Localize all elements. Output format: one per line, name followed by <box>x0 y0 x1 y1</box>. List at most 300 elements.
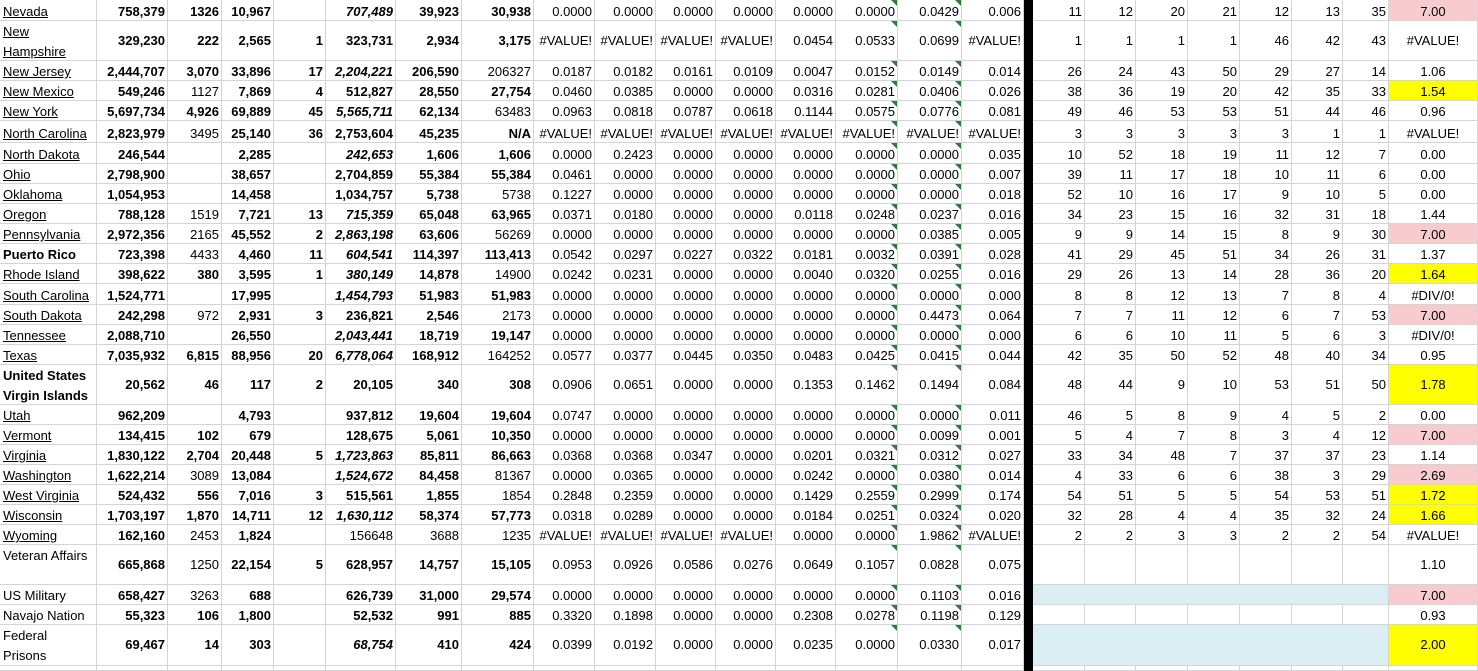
rank-cell[interactable]: 24 <box>1343 505 1389 525</box>
data-cell[interactable]: 0.1898 <box>595 605 656 625</box>
data-cell[interactable]: 0.0000 <box>776 224 836 244</box>
data-cell[interactable]: 1,824 <box>222 525 274 545</box>
data-cell[interactable]: 0.0000 <box>776 585 836 605</box>
ratio-cell[interactable]: 1.44 <box>1389 204 1478 224</box>
data-cell[interactable]: 2,934 <box>396 21 462 61</box>
data-cell[interactable]: 1,800 <box>222 605 274 625</box>
rank-cell[interactable]: 20 <box>1343 264 1389 284</box>
data-cell[interactable]: 0.020 <box>962 505 1024 525</box>
data-cell[interactable]: #VALUE! <box>595 525 656 545</box>
data-cell[interactable]: 0.0242 <box>534 264 595 284</box>
data-cell[interactable]: 0.0649 <box>776 545 836 585</box>
rank-cell[interactable] <box>1136 666 1188 671</box>
data-cell[interactable]: 3,070 <box>168 61 222 81</box>
data-cell[interactable]: 0.0000 <box>776 164 836 184</box>
rank-cell[interactable]: 49 <box>1033 101 1085 121</box>
data-cell[interactable]: 0.0000 <box>776 143 836 164</box>
ratio-cell[interactable]: 0.00 <box>1389 184 1478 204</box>
rank-cell[interactable] <box>1136 545 1188 585</box>
data-cell[interactable]: 3263 <box>168 585 222 605</box>
data-cell[interactable]: 5,697,734 <box>97 101 168 121</box>
data-cell[interactable]: 380,149 <box>326 264 396 284</box>
data-cell[interactable]: 0.1462 <box>836 365 898 405</box>
data-cell[interactable]: 0.3320 <box>534 605 595 625</box>
data-cell[interactable] <box>168 164 222 184</box>
rank-cell[interactable]: 43 <box>1136 61 1188 81</box>
data-cell[interactable]: 20 <box>274 345 326 365</box>
data-cell[interactable]: 17 <box>274 61 326 81</box>
rank-cell[interactable] <box>1292 666 1343 671</box>
rank-cell[interactable]: 29 <box>1240 61 1292 81</box>
ratio-cell[interactable]: #VALUE! <box>1389 525 1478 545</box>
data-cell[interactable]: 162,160 <box>97 525 168 545</box>
data-cell[interactable]: 1127 <box>168 81 222 101</box>
data-cell[interactable] <box>462 666 534 671</box>
rank-cell[interactable]: 26 <box>1292 244 1343 264</box>
data-cell[interactable]: 62,134 <box>396 101 462 121</box>
data-cell[interactable]: 14 <box>168 625 222 666</box>
data-cell[interactable] <box>274 425 326 445</box>
data-cell[interactable]: 0.1198 <box>898 605 962 625</box>
rank-cell[interactable] <box>1240 666 1292 671</box>
data-cell[interactable]: 665,868 <box>97 545 168 585</box>
rank-cell[interactable]: 4 <box>1343 284 1389 305</box>
data-cell[interactable]: 7,035,932 <box>97 345 168 365</box>
ratio-cell[interactable]: 1.14 <box>1389 445 1478 465</box>
rank-cell[interactable] <box>1033 545 1085 585</box>
data-cell[interactable]: 0.0445 <box>656 345 716 365</box>
data-cell[interactable]: 0.0000 <box>595 405 656 425</box>
rank-cell[interactable]: 34 <box>1033 204 1085 224</box>
data-cell[interactable]: N/A <box>462 121 534 143</box>
data-cell[interactable]: 0.0000 <box>776 0 836 21</box>
data-cell[interactable]: 1 <box>274 264 326 284</box>
data-cell[interactable]: 0.0000 <box>595 184 656 204</box>
data-cell[interactable]: 398,622 <box>97 264 168 284</box>
data-cell[interactable]: 0.0000 <box>898 284 962 305</box>
rank-cell[interactable]: 19 <box>1188 143 1240 164</box>
data-cell[interactable]: 0.2423 <box>595 143 656 164</box>
data-cell[interactable]: 14,757 <box>396 545 462 585</box>
rank-cell[interactable]: 10 <box>1085 184 1136 204</box>
data-cell[interactable]: 7,869 <box>222 81 274 101</box>
data-cell[interactable]: 0.0000 <box>534 143 595 164</box>
rank-cell[interactable]: 17 <box>1188 184 1240 204</box>
data-cell[interactable]: 0.0000 <box>656 81 716 101</box>
rank-cell[interactable]: 8 <box>1033 284 1085 305</box>
data-cell[interactable]: 0.0276 <box>716 545 776 585</box>
data-cell[interactable]: 0.0425 <box>836 345 898 365</box>
data-cell[interactable]: 29,574 <box>462 585 534 605</box>
rank-cell[interactable]: 44 <box>1292 101 1343 121</box>
data-cell[interactable]: 0.005 <box>962 224 1024 244</box>
data-cell[interactable]: 0.000 <box>962 325 1024 345</box>
data-cell[interactable]: 2,204,221 <box>326 61 396 81</box>
rank-cell[interactable]: 3 <box>1188 525 1240 545</box>
data-cell[interactable]: 1,703,197 <box>97 505 168 525</box>
data-cell[interactable]: 0.0032 <box>836 244 898 264</box>
rank-cell[interactable]: 17 <box>1136 164 1188 184</box>
state-link-cell[interactable] <box>0 325 97 345</box>
state-link-cell[interactable] <box>0 81 97 101</box>
data-cell[interactable]: 0.0000 <box>898 143 962 164</box>
data-cell[interactable]: 0.0000 <box>656 605 716 625</box>
data-cell[interactable] <box>656 666 716 671</box>
rank-cell[interactable]: 54 <box>1343 525 1389 545</box>
data-cell[interactable]: 13 <box>274 204 326 224</box>
data-cell[interactable]: 0.2848 <box>534 485 595 505</box>
rank-cell[interactable]: 51 <box>1188 244 1240 264</box>
rank-cell[interactable]: 6 <box>1188 465 1240 485</box>
data-cell[interactable]: 0.0747 <box>534 405 595 425</box>
rank-cell[interactable]: 9 <box>1292 224 1343 244</box>
rank-cell[interactable] <box>1240 545 1292 585</box>
data-cell[interactable]: 0.0618 <box>716 101 776 121</box>
data-cell[interactable]: 0.0000 <box>716 305 776 325</box>
data-cell[interactable]: 0.2559 <box>836 485 898 505</box>
ratio-cell[interactable]: 7.00 <box>1389 0 1478 21</box>
rank-cell[interactable]: 5 <box>1136 485 1188 505</box>
rank-cell[interactable]: 43 <box>1343 21 1389 61</box>
data-cell[interactable]: 329,230 <box>97 21 168 61</box>
data-cell[interactable]: 0.0278 <box>836 605 898 625</box>
rank-cell[interactable]: 3 <box>1136 525 1188 545</box>
rank-cell[interactable]: 50 <box>1136 345 1188 365</box>
data-cell[interactable]: 68,754 <box>326 625 396 666</box>
data-cell[interactable]: 0.001 <box>962 425 1024 445</box>
ratio-cell[interactable]: 2.00 <box>1389 625 1478 666</box>
data-cell[interactable]: 2,863,198 <box>326 224 396 244</box>
data-cell[interactable]: 20,105 <box>326 365 396 405</box>
rank-cell[interactable] <box>1343 625 1389 666</box>
ratio-cell[interactable]: 7.00 <box>1389 224 1478 244</box>
data-cell[interactable]: 13,084 <box>222 465 274 485</box>
data-cell[interactable]: 679 <box>222 425 274 445</box>
data-cell[interactable]: 0.0000 <box>898 164 962 184</box>
data-cell[interactable]: 0.0000 <box>836 164 898 184</box>
data-cell[interactable]: 0.0000 <box>716 405 776 425</box>
rank-cell[interactable]: 6 <box>1033 325 1085 345</box>
data-cell[interactable]: 19,147 <box>462 325 534 345</box>
data-cell[interactable]: 0.0000 <box>716 164 776 184</box>
data-cell[interactable]: 0.0000 <box>776 184 836 204</box>
data-cell[interactable]: 658,427 <box>97 585 168 605</box>
rank-cell[interactable]: 39 <box>1033 164 1085 184</box>
data-cell[interactable]: 102 <box>168 425 222 445</box>
data-cell[interactable]: 0.0231 <box>595 264 656 284</box>
data-cell[interactable]: 57,773 <box>462 505 534 525</box>
data-cell[interactable]: 0.011 <box>962 405 1024 425</box>
rank-cell[interactable]: 16 <box>1136 184 1188 204</box>
rank-cell[interactable]: 46 <box>1033 405 1085 425</box>
data-cell[interactable]: 84,458 <box>396 465 462 485</box>
data-cell[interactable]: 0.0320 <box>836 264 898 284</box>
rank-cell[interactable]: 5 <box>1033 425 1085 445</box>
data-cell[interactable]: 10,967 <box>222 0 274 21</box>
data-cell[interactable]: 972 <box>168 305 222 325</box>
data-cell[interactable]: 688 <box>222 585 274 605</box>
data-cell[interactable]: 0.0000 <box>534 224 595 244</box>
rank-cell[interactable]: 35 <box>1240 505 1292 525</box>
data-cell[interactable]: 2453 <box>168 525 222 545</box>
rank-cell[interactable]: 45 <box>1136 244 1188 264</box>
rank-cell[interactable] <box>1188 585 1240 605</box>
state-link-cell[interactable] <box>0 284 97 305</box>
state-link-cell[interactable] <box>0 345 97 365</box>
data-cell[interactable]: 323,731 <box>326 21 396 61</box>
rank-cell[interactable]: 11 <box>1292 164 1343 184</box>
data-cell[interactable]: 88,956 <box>222 345 274 365</box>
rank-cell[interactable]: 27 <box>1292 61 1343 81</box>
data-cell[interactable]: 0.0000 <box>534 305 595 325</box>
data-cell[interactable]: 27,754 <box>462 81 534 101</box>
rank-cell[interactable]: 4 <box>1188 505 1240 525</box>
data-cell[interactable]: 3 <box>274 485 326 505</box>
rank-cell[interactable]: 8 <box>1240 224 1292 244</box>
data-cell[interactable]: 0.0575 <box>836 101 898 121</box>
rank-cell[interactable]: 3 <box>1343 325 1389 345</box>
ratio-cell[interactable] <box>1389 666 1478 671</box>
rank-cell[interactable]: 46 <box>1085 101 1136 121</box>
ratio-cell[interactable]: 0.00 <box>1389 405 1478 425</box>
state-link-cell[interactable] <box>0 21 97 61</box>
rank-cell[interactable]: 15 <box>1188 224 1240 244</box>
data-cell[interactable]: 63,606 <box>396 224 462 244</box>
data-cell[interactable]: 0.0000 <box>836 465 898 485</box>
ratio-cell[interactable]: #DIV/0! <box>1389 325 1478 345</box>
state-link-cell[interactable] <box>0 164 97 184</box>
rank-cell[interactable]: 7 <box>1136 425 1188 445</box>
data-cell[interactable]: 0.016 <box>962 585 1024 605</box>
data-cell[interactable]: 0.007 <box>962 164 1024 184</box>
rank-cell[interactable]: 7 <box>1085 305 1136 325</box>
rank-cell[interactable]: 2 <box>1240 525 1292 545</box>
data-cell[interactable]: 7,721 <box>222 204 274 224</box>
data-cell[interactable]: 18,719 <box>396 325 462 345</box>
rank-cell[interactable] <box>1240 605 1292 625</box>
data-cell[interactable]: 113,413 <box>462 244 534 264</box>
data-cell[interactable]: 0.0415 <box>898 345 962 365</box>
rank-cell[interactable]: 3 <box>1085 121 1136 143</box>
data-cell[interactable]: 0.0000 <box>776 425 836 445</box>
rank-cell[interactable] <box>1033 625 1085 666</box>
data-cell[interactable]: 0.027 <box>962 445 1024 465</box>
state-link-cell[interactable] <box>0 505 97 525</box>
rank-cell[interactable]: 2 <box>1343 405 1389 425</box>
rank-cell[interactable]: 9 <box>1240 184 1292 204</box>
data-cell[interactable]: 303 <box>222 625 274 666</box>
rank-cell[interactable]: 42 <box>1292 21 1343 61</box>
rank-cell[interactable]: 21 <box>1188 0 1240 21</box>
rank-cell[interactable]: 7 <box>1188 445 1240 465</box>
data-cell[interactable]: 0.0483 <box>776 345 836 365</box>
data-cell[interactable]: 2,823,979 <box>97 121 168 143</box>
rank-cell[interactable]: 30 <box>1343 224 1389 244</box>
data-cell[interactable] <box>168 284 222 305</box>
data-cell[interactable]: 0.018 <box>962 184 1024 204</box>
rank-cell[interactable]: 13 <box>1188 284 1240 305</box>
data-cell[interactable]: 0.0000 <box>776 325 836 345</box>
rank-cell[interactable]: 18 <box>1343 204 1389 224</box>
data-cell[interactable]: 0.0227 <box>656 244 716 264</box>
rank-cell[interactable]: 46 <box>1343 101 1389 121</box>
data-cell[interactable]: 524,432 <box>97 485 168 505</box>
data-cell[interactable]: #VALUE! <box>776 121 836 143</box>
data-cell[interactable]: 0.0000 <box>836 405 898 425</box>
data-cell[interactable]: 715,359 <box>326 204 396 224</box>
data-cell[interactable]: 0.0000 <box>656 325 716 345</box>
data-cell[interactable] <box>274 143 326 164</box>
ratio-cell[interactable]: #VALUE! <box>1389 121 1478 143</box>
data-cell[interactable] <box>274 284 326 305</box>
data-cell[interactable]: #VALUE! <box>962 525 1024 545</box>
data-cell[interactable] <box>274 0 326 21</box>
rank-cell[interactable]: 53 <box>1136 101 1188 121</box>
data-cell[interactable]: 1250 <box>168 545 222 585</box>
data-cell[interactable]: 0.0461 <box>534 164 595 184</box>
data-cell[interactable]: 0.0926 <box>595 545 656 585</box>
data-cell[interactable]: 0.0828 <box>898 545 962 585</box>
data-cell[interactable]: 0.0350 <box>716 345 776 365</box>
data-cell[interactable]: 15,105 <box>462 545 534 585</box>
rank-cell[interactable] <box>1033 605 1085 625</box>
data-cell[interactable]: 0.0368 <box>595 445 656 465</box>
data-cell[interactable]: 2165 <box>168 224 222 244</box>
rank-cell[interactable]: 36 <box>1085 81 1136 101</box>
data-cell[interactable]: 0.0000 <box>836 325 898 345</box>
data-cell[interactable] <box>962 666 1024 671</box>
rank-cell[interactable]: 2 <box>1085 525 1136 545</box>
state-link-cell[interactable] <box>0 465 97 485</box>
data-cell[interactable]: 6,815 <box>168 345 222 365</box>
rank-cell[interactable]: 12 <box>1136 284 1188 305</box>
rank-cell[interactable]: 2 <box>1033 525 1085 545</box>
data-cell[interactable]: 5738 <box>462 184 534 204</box>
rank-cell[interactable]: 28 <box>1240 264 1292 284</box>
rank-cell[interactable]: 10 <box>1292 184 1343 204</box>
rank-cell[interactable]: 16 <box>1188 204 1240 224</box>
data-cell[interactable]: 0.0187 <box>534 61 595 81</box>
data-cell[interactable]: 0.0000 <box>836 305 898 325</box>
ratio-cell[interactable]: 7.00 <box>1389 425 1478 445</box>
data-cell[interactable]: 0.0000 <box>716 143 776 164</box>
rank-cell[interactable] <box>1188 666 1240 671</box>
data-cell[interactable]: 0.4473 <box>898 305 962 325</box>
data-cell[interactable]: 0.0000 <box>656 505 716 525</box>
data-cell[interactable] <box>274 525 326 545</box>
data-cell[interactable]: 55,323 <box>97 605 168 625</box>
rank-cell[interactable]: 34 <box>1240 244 1292 264</box>
rank-cell[interactable]: 9 <box>1033 224 1085 244</box>
data-cell[interactable]: 38,657 <box>222 164 274 184</box>
rank-cell[interactable]: 24 <box>1085 61 1136 81</box>
data-cell[interactable]: 4,460 <box>222 244 274 264</box>
data-cell[interactable]: 0.014 <box>962 465 1024 485</box>
data-cell[interactable]: 2,444,707 <box>97 61 168 81</box>
rank-cell[interactable] <box>1136 605 1188 625</box>
data-cell[interactable] <box>326 666 396 671</box>
data-cell[interactable]: 63483 <box>462 101 534 121</box>
rank-cell[interactable]: 48 <box>1033 365 1085 405</box>
data-cell[interactable]: 55,384 <box>462 164 534 184</box>
data-cell[interactable]: 0.0322 <box>716 244 776 264</box>
rank-cell[interactable]: 10 <box>1240 164 1292 184</box>
rank-cell[interactable]: 42 <box>1033 345 1085 365</box>
data-cell[interactable] <box>396 666 462 671</box>
data-cell[interactable]: 0.0000 <box>595 585 656 605</box>
rank-cell[interactable]: 34 <box>1085 445 1136 465</box>
data-cell[interactable]: 0.0399 <box>534 625 595 666</box>
data-cell[interactable]: 0.044 <box>962 345 1024 365</box>
data-cell[interactable]: 0.0330 <box>898 625 962 666</box>
state-link-cell[interactable] <box>0 525 97 545</box>
rank-cell[interactable]: 6 <box>1343 164 1389 184</box>
data-cell[interactable]: 0.0000 <box>836 184 898 204</box>
data-cell[interactable]: 0.0000 <box>716 284 776 305</box>
data-cell[interactable]: 0.0000 <box>656 305 716 325</box>
data-cell[interactable]: 0.0000 <box>534 284 595 305</box>
data-cell[interactable]: #VALUE! <box>716 21 776 61</box>
data-cell[interactable]: 0.0365 <box>595 465 656 485</box>
data-cell[interactable]: 45 <box>274 101 326 121</box>
data-cell[interactable]: 2,285 <box>222 143 274 164</box>
data-cell[interactable]: 0.0000 <box>836 425 898 445</box>
data-cell[interactable]: 31,000 <box>396 585 462 605</box>
state-link-cell[interactable] <box>0 101 97 121</box>
rank-cell[interactable]: 5 <box>1292 405 1343 425</box>
data-cell[interactable]: 2173 <box>462 305 534 325</box>
data-cell[interactable]: 1,524,672 <box>326 465 396 485</box>
data-cell[interactable]: 0.0318 <box>534 505 595 525</box>
data-cell[interactable]: 0.0000 <box>595 305 656 325</box>
data-cell[interactable] <box>274 585 326 605</box>
data-cell[interactable]: 0.0251 <box>836 505 898 525</box>
data-cell[interactable]: 0.0377 <box>595 345 656 365</box>
data-cell[interactable]: 885 <box>462 605 534 625</box>
data-cell[interactable]: 0.0248 <box>836 204 898 224</box>
data-cell[interactable]: 5,738 <box>396 184 462 204</box>
rank-cell[interactable]: 4 <box>1292 425 1343 445</box>
data-cell[interactable]: 0.006 <box>962 0 1024 21</box>
rank-cell[interactable]: 38 <box>1033 81 1085 101</box>
rank-cell[interactable]: 5 <box>1188 485 1240 505</box>
data-cell[interactable]: 0.0000 <box>836 525 898 545</box>
rank-cell[interactable] <box>1085 625 1136 666</box>
rank-cell[interactable]: 6 <box>1240 305 1292 325</box>
data-cell[interactable]: 0.0406 <box>898 81 962 101</box>
rank-cell[interactable]: 20 <box>1136 0 1188 21</box>
rank-cell[interactable]: 50 <box>1343 365 1389 405</box>
data-cell[interactable]: 0.2308 <box>776 605 836 625</box>
data-cell[interactable]: 65,048 <box>396 204 462 224</box>
data-cell[interactable]: 0.0047 <box>776 61 836 81</box>
data-cell[interactable]: 512,827 <box>326 81 396 101</box>
data-cell[interactable]: 0.0000 <box>716 81 776 101</box>
data-cell[interactable]: 0.0699 <box>898 21 962 61</box>
data-cell[interactable] <box>898 666 962 671</box>
data-cell[interactable]: 117 <box>222 365 274 405</box>
state-link-cell[interactable] <box>0 264 97 284</box>
rank-cell[interactable]: 7 <box>1033 305 1085 325</box>
ratio-cell[interactable]: 1.64 <box>1389 264 1478 284</box>
state-link-cell[interactable] <box>0 224 97 244</box>
data-cell[interactable] <box>776 666 836 671</box>
data-cell[interactable]: 0.0000 <box>776 405 836 425</box>
data-cell[interactable]: 0.0000 <box>716 585 776 605</box>
data-cell[interactable]: 0.0000 <box>716 605 776 625</box>
data-cell[interactable]: 758,379 <box>97 0 168 21</box>
rank-cell[interactable]: 1 <box>1292 121 1343 143</box>
